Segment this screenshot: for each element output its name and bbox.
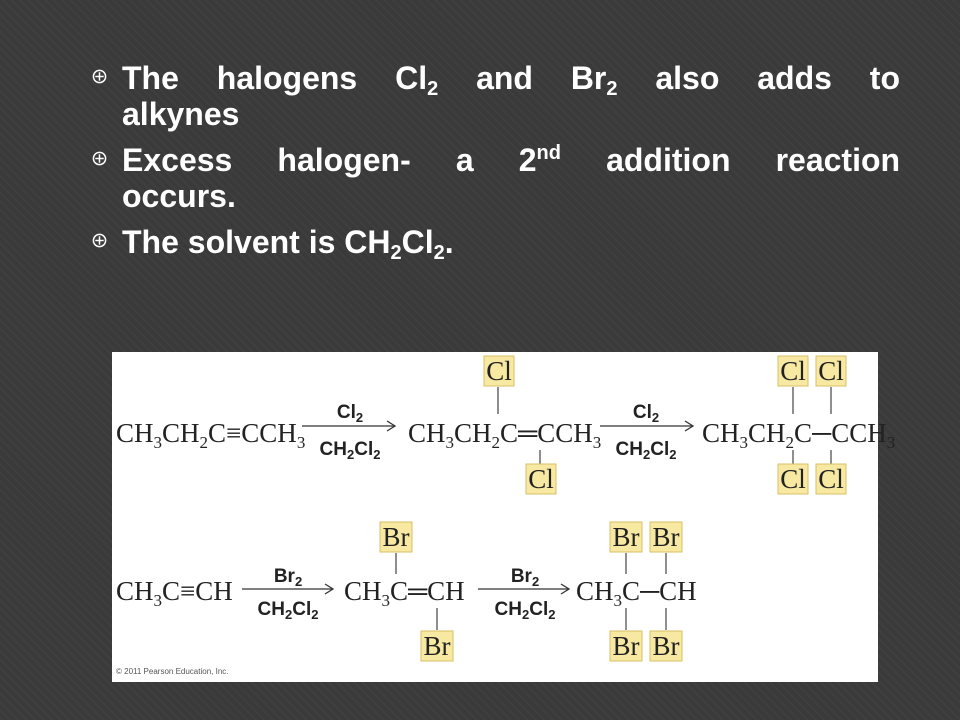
bullet-item-3 xyxy=(92,224,900,264)
reaction-arrow-3 xyxy=(242,566,333,622)
solvent-label: $CH_2Cl_2$ xyxy=(257,599,319,622)
solvent-label: $CH_2Cl_2$ xyxy=(494,599,556,622)
halogen-box xyxy=(421,631,453,661)
bullet-text-2-cont: occurs. xyxy=(122,178,236,214)
reactant-2: $CH_3C\equiv CH$ xyxy=(116,576,233,610)
bullet-text-3: The solvent is $CH_2Cl_2$. xyxy=(122,224,454,264)
svg-text:Br: Br xyxy=(612,631,640,661)
reagent-label: $Cl_2$ xyxy=(632,402,660,425)
bullet-text-2: Excess halogen- a 2nd addition reaction xyxy=(122,142,901,178)
svg-text:Br: Br xyxy=(652,631,680,661)
svg-text:Cl: Cl xyxy=(818,464,844,494)
svg-text:Cl: Cl xyxy=(818,356,844,386)
halogen-box xyxy=(650,522,682,552)
halogen-box xyxy=(778,356,808,386)
circled-plus-icon xyxy=(92,151,107,166)
product-2: $CH_3C─CH$ xyxy=(576,576,697,610)
reaction-figure xyxy=(112,352,896,682)
reagent-label: $Cl_2$ xyxy=(336,402,364,425)
bullet-list xyxy=(92,60,900,270)
reaction-arrow-2 xyxy=(600,402,693,462)
reagent-label: $Br_2$ xyxy=(273,566,303,589)
reactant-1: $CH_3CH_2C\equiv CCH_3$ xyxy=(116,418,306,452)
bullet-item-2 xyxy=(92,142,900,214)
intermediate-2: $CH_3C═CH$ xyxy=(344,576,465,610)
reaction-scheme xyxy=(112,352,896,682)
reaction-arrow-1 xyxy=(302,402,395,462)
solvent-label: $CH_2Cl_2$ xyxy=(319,439,381,462)
svg-text:Br: Br xyxy=(652,522,680,552)
halogen-box xyxy=(778,464,808,494)
svg-text:Br: Br xyxy=(612,522,640,552)
svg-text:Cl: Cl xyxy=(486,356,512,386)
bullet-item-1 xyxy=(92,60,900,132)
circled-plus-icon xyxy=(92,233,107,248)
svg-text:Br: Br xyxy=(382,522,410,552)
svg-text:Cl: Cl xyxy=(528,464,554,494)
halogen-box xyxy=(610,522,642,552)
bullet-text-1: The halogens $Cl_2$ and $Br_2$ also adds to xyxy=(122,60,900,100)
product-1: $CH_3CH_2C─CCH_3$ xyxy=(702,418,896,452)
copyright-text: © 2011 Pearson Education, Inc. xyxy=(116,667,229,676)
halogen-box xyxy=(816,356,846,386)
bullet-text-1-cont: alkynes xyxy=(122,96,240,132)
svg-text:Cl: Cl xyxy=(780,356,806,386)
halogen-box xyxy=(484,356,514,386)
halogen-box xyxy=(526,464,556,494)
reagent-label: $Br_2$ xyxy=(510,566,540,589)
svg-text:Cl: Cl xyxy=(780,464,806,494)
intermediate-1: $CH_3CH_2C═CCH_3$ xyxy=(408,418,602,452)
svg-text:Br: Br xyxy=(423,631,451,661)
reaction-arrow-4 xyxy=(478,566,569,622)
halogen-box xyxy=(610,631,642,661)
solvent-label: $CH_2Cl_2$ xyxy=(615,439,677,462)
halogen-box xyxy=(650,631,682,661)
halogen-box xyxy=(380,522,412,552)
halogen-box xyxy=(816,464,846,494)
circled-plus-icon xyxy=(92,69,107,84)
